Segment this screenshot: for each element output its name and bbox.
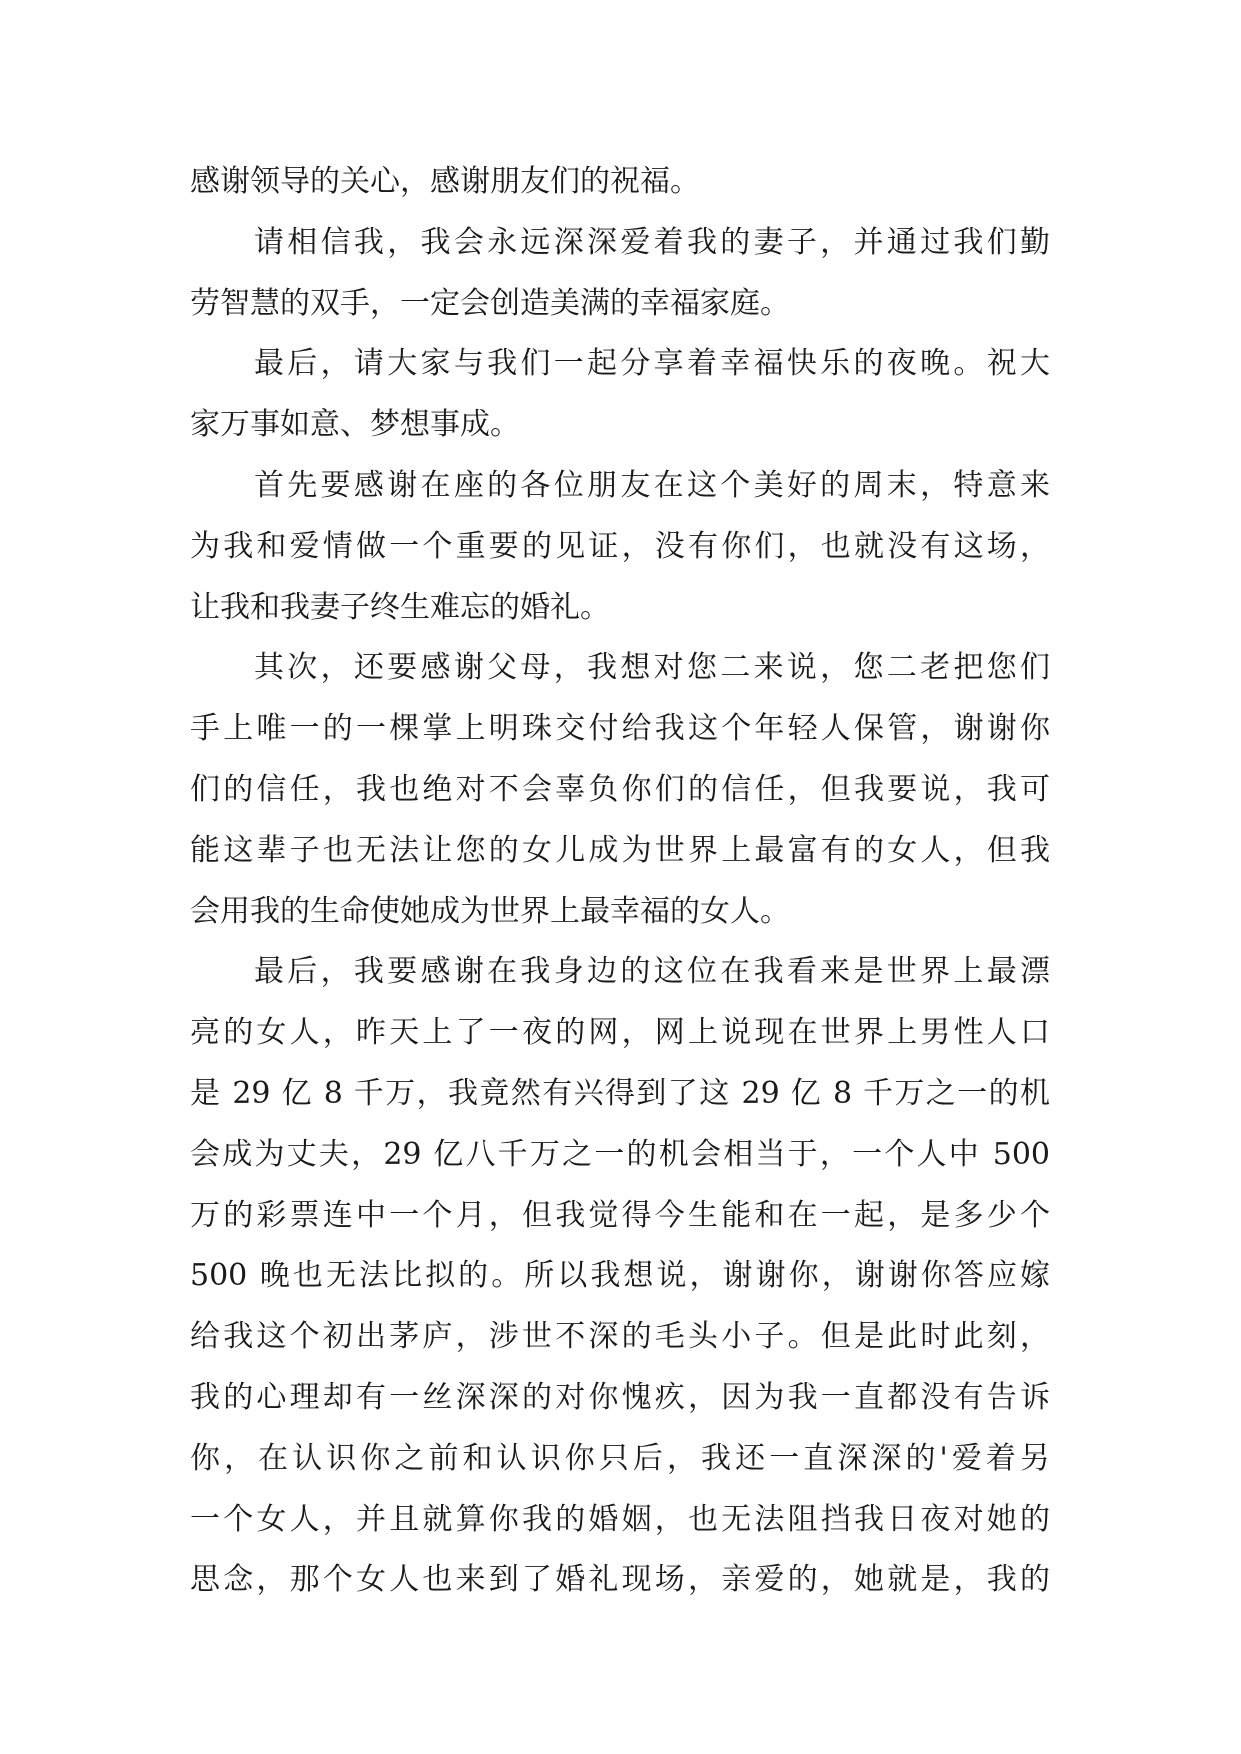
paragraph-first-line: 首先要感谢在座的各位朋友在这个美好的周末，特意来 [254,467,1050,503]
text-line: 为我和爱情做一个重要的见证，没有你们，也就没有这场， [190,528,1050,564]
paragraph-first-line: 请相信我，我会永远深深爱着我的妻子，并通过我们勤 [254,224,1050,260]
text-line: 会成为丈夫，29 亿八千万之一的机会相当于，一个人中 500 [190,1136,1050,1172]
text-line: 们的信任，我也绝对不会辜负你们的信任，但我要说，我可 [190,771,1050,807]
text-line: 感谢领导的关心，感谢朋友们的祝福。 [190,164,700,199]
text-line: 会用我的生命使她成为世界上最幸福的女人。 [190,893,790,929]
text-line: 亮的女人，昨天上了一夜的网，网上说现在世界上男性人口 [190,1015,1050,1051]
paragraph-first-line: 最后，请大家与我们一起分享着幸福快乐的夜晚。祝大 [254,346,1050,382]
text-line: 万的彩票连中一个月，但我觉得今生能和在一起，是多少个 [190,1197,1050,1233]
paragraph-first-line: 最后，我要感谢在我身边的这位在我看来是世界上最漂 [254,954,1050,990]
paragraph-first-line: 其次，还要感谢父母，我想对您二来说，您二老把您们 [254,650,1050,686]
text-line: 是 29 亿 8 千万，我竟然有兴得到了这 29 亿 8 千万之一的机 [190,1075,1050,1111]
text-line: 让我和我妻子终生难忘的婚礼。 [190,589,610,625]
text-line: 思念，那个女人也来到了婚礼现场，亲爱的，她就是，我的 [190,1562,1050,1598]
text-line: 劳智慧的双手，一定会创造美满的幸福家庭。 [190,285,790,321]
text-line: 500 晚也无法比拟的。所以我想说，谢谢你，谢谢你答应嫁 [190,1258,1050,1294]
text-line: 你，在认识你之前和认识你只后，我还一直深深的'爱着另 [190,1440,1050,1476]
document-body [190,152,1050,1611]
text-line: 一个女人，并且就算你我的婚姻，也无法阻挡我日夜对她的 [190,1501,1050,1537]
text-line: 我的心理却有一丝深深的对你愧疚，因为我一直都没有告诉 [190,1379,1050,1415]
text-line: 手上唯一的一棵掌上明珠交付给我这个年轻人保管，谢谢你 [190,711,1050,747]
text-line: 家万事如意、梦想事成。 [190,407,520,443]
text-line: 能这辈子也无法让您的女儿成为世界上最富有的女人，但我 [190,832,1050,868]
text-line: 给我这个初出茅庐，涉世不深的毛头小子。但是此时此刻， [190,1319,1050,1355]
